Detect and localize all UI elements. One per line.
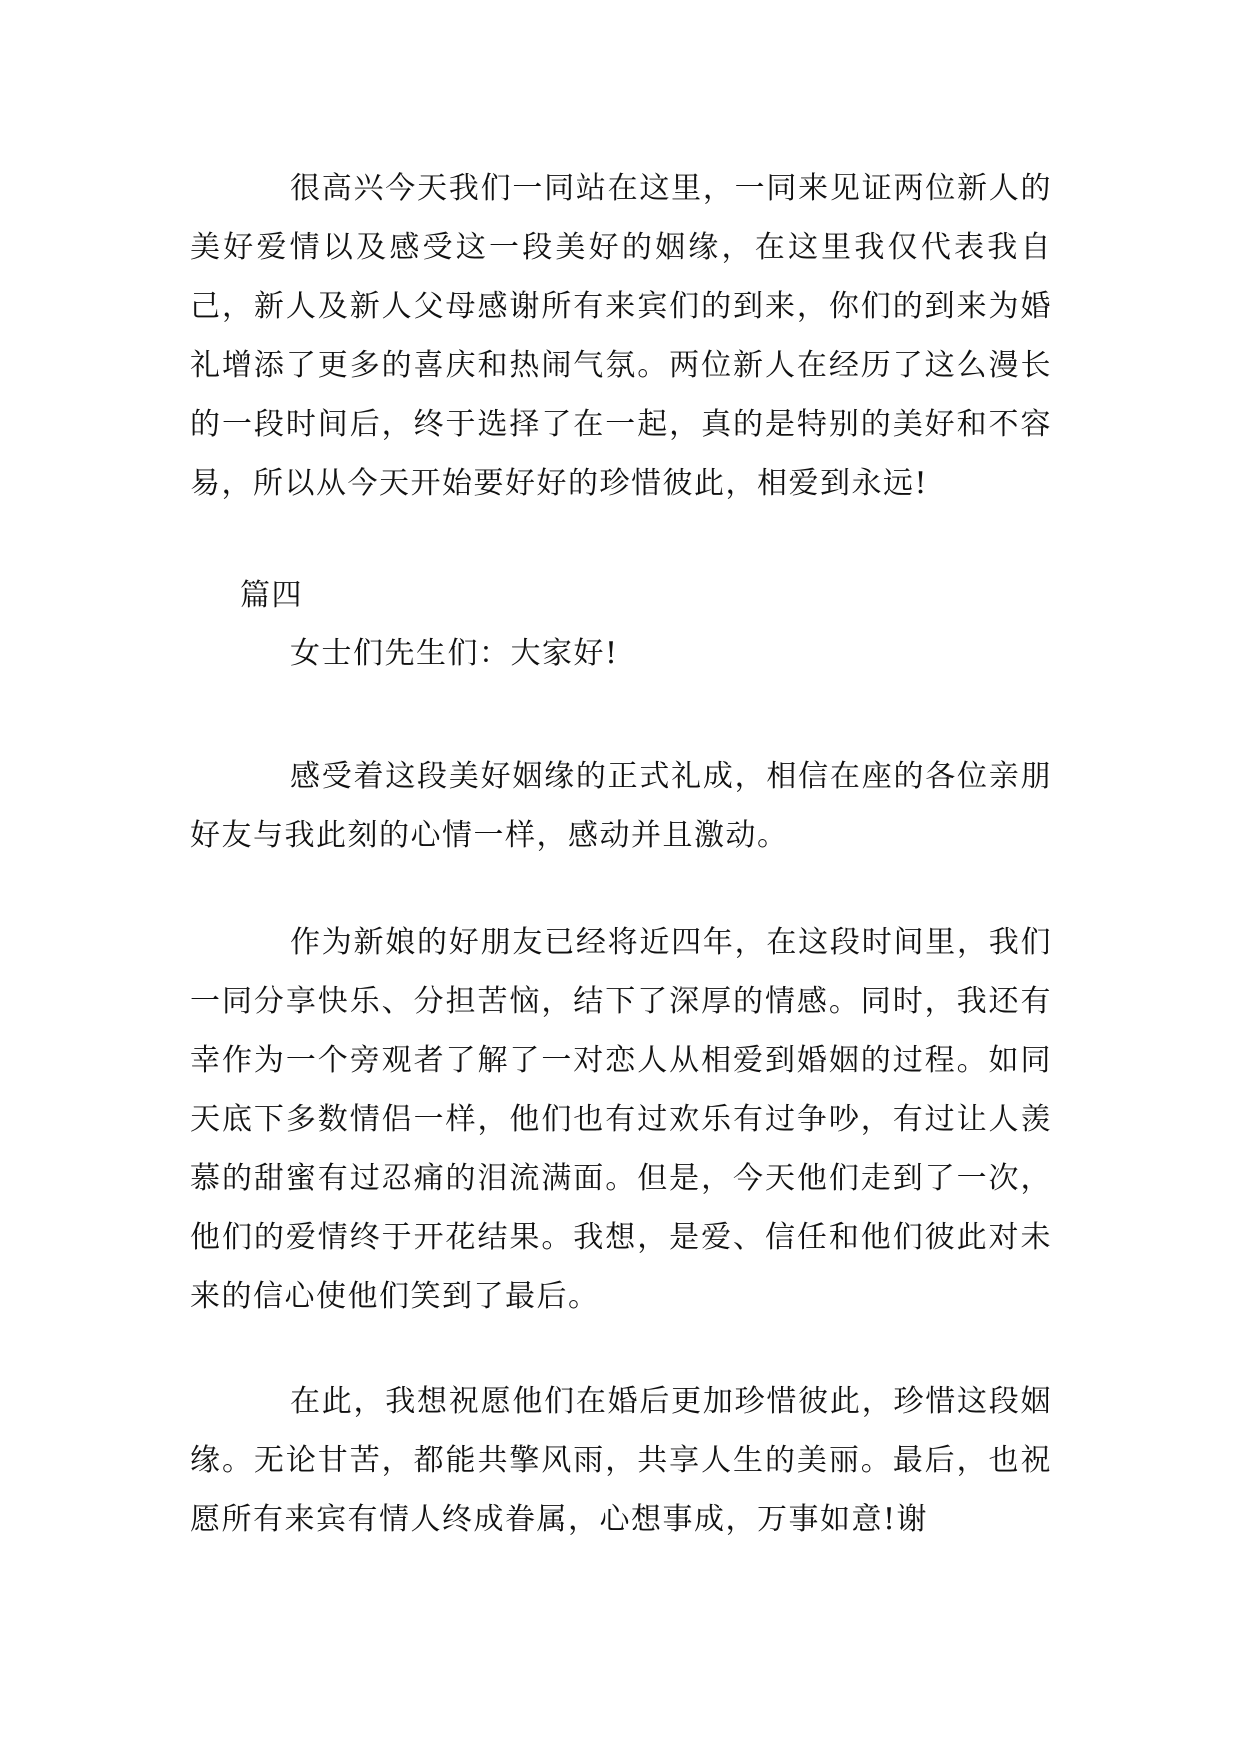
paragraph-friendship-story: 作为新娘的好朋友已经将近四年，在这段时间里，我们一同分享快乐、分担苦恼，结下了深厚的情感。同时，我还有幸作为一个旁观者了解了一对恋人从相爱到婚姻的过程。如同天底下多数情侣一样，他们也有过欢乐有过争吵，有过让人羡慕的甜蜜有过忍痛的泪流满面。但是，今天他们走到了一次，他们的爱情终于开花结果。我想，是爱、信任和他们彼此对未来的信心使他们笑到了最后。 (190, 925, 1052, 1314)
paragraph-wedding-blessing: 很高兴今天我们一同站在这里，一同来见证两位新人的美好爱情以及感受这一段美好的姻缘，在这里我仅代表我自己，新人及新人父母感谢所有来宾们的到来，你们的到来为婚礼增添了更多的喜庆和热闹气氛。两位新人在经历了这么漫长的一段时间后，终于选择了在一起，真的是特别的美好和不容易，所以从今天开始要好好的珍惜彼此，相爱到永远! (190, 171, 1052, 501)
greeting-line: 女士们先生们：大家好! (290, 636, 619, 671)
paragraph-closing-wishes: 在此，我想祝愿他们在婚后更加珍惜彼此，珍惜这段姻缘。无论甘苦，都能共擎风雨，共享人生的美丽。最后，也祝愿所有来宾有情人终成眷属，心想事成，万事如意!谢 (190, 1384, 1052, 1537)
paragraph-ceremony-feelings: 感受着这段美好姻缘的正式礼成，相信在座的各位亲朋好友与我此刻的心情一样，感动并且激动。 (190, 759, 1052, 853)
section-heading: 篇四 (240, 578, 303, 613)
